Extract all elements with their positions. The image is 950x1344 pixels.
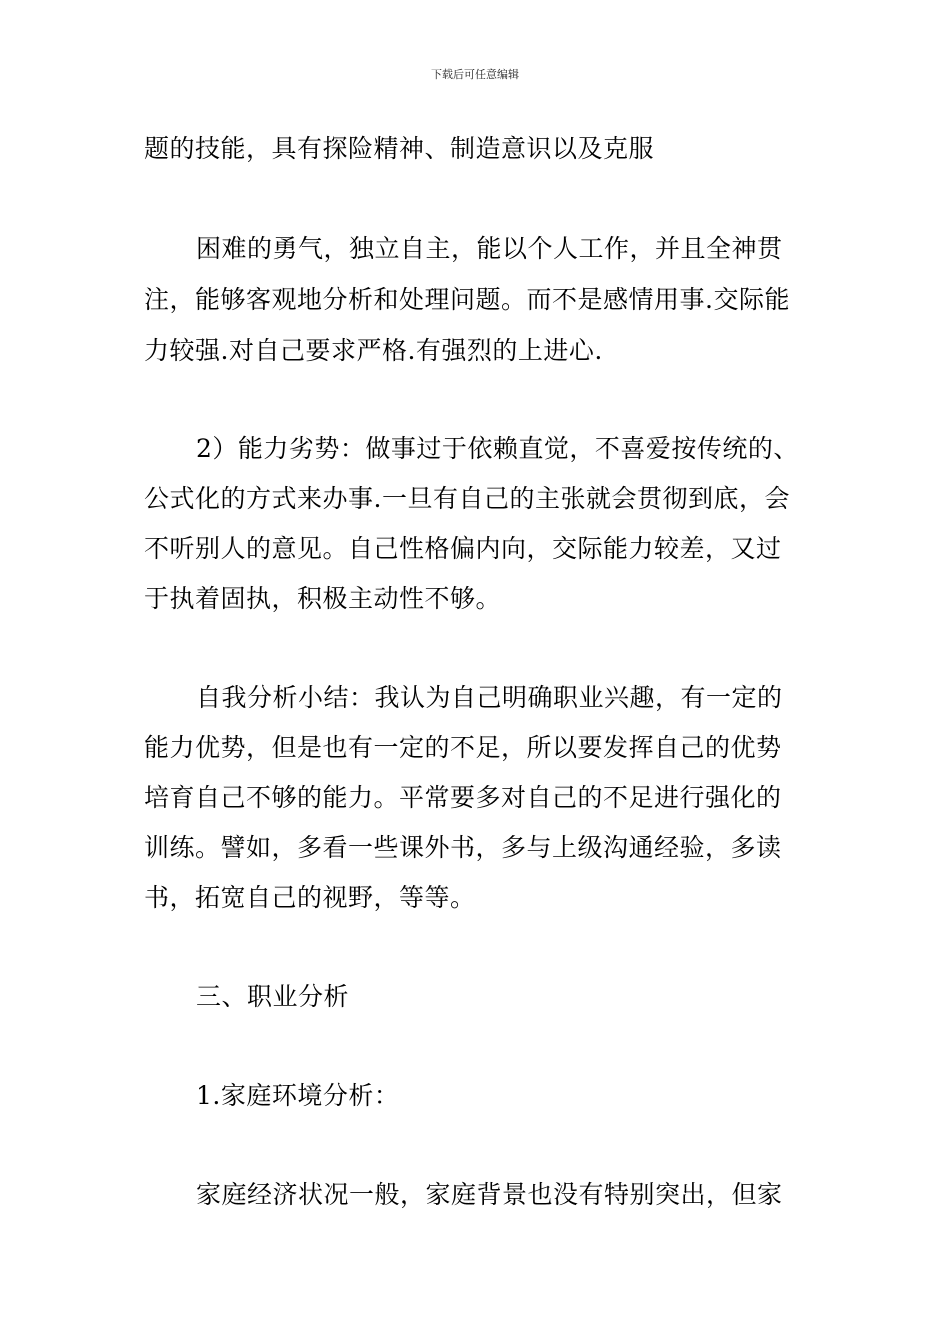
paragraph-line: 2）能力劣势：做事过于依赖直觉，不喜爱按传统的、 bbox=[196, 434, 799, 463]
section-heading: 三、职业分析 bbox=[196, 982, 350, 1011]
paragraph-line: 不听别人的意见。自己性格偏内向，交际能力较差，又过 bbox=[144, 534, 782, 563]
paragraph-line: 注，能够客观地分析和处理问题。而不是感情用事.交际能 bbox=[144, 285, 790, 314]
paragraph-line: 能力优势，但是也有一定的不足，所以要发挥自己的优势 bbox=[144, 733, 782, 762]
paragraph-line: 家庭经济状况一般，家庭背景也没有特别突出，但家 bbox=[196, 1180, 783, 1209]
paragraph-line: 训练。譬如，多看一些课外书，多与上级沟通经验，多读 bbox=[144, 833, 782, 862]
subsection-heading: 1.家庭环境分析： bbox=[196, 1081, 400, 1110]
paragraph-line: 力较强.对自己要求严格.有强烈的上进心. bbox=[144, 336, 603, 365]
paragraph-line: 自我分析小结：我认为自己明确职业兴趣，有一定的 bbox=[196, 683, 783, 712]
paragraph-line: 公式化的方式来办事.一旦有自己的主张就会贯彻到底，会 bbox=[144, 484, 790, 513]
paragraph-line: 困难的勇气，独立自主，能以个人工作，并且全神贯 bbox=[196, 234, 783, 263]
paragraph-line: 题的技能，具有探险精神、制造意识以及克服 bbox=[144, 134, 655, 163]
page-header: 下载后可任意编辑 bbox=[431, 68, 519, 81]
paragraph-line: 书，拓宽自己的视野，等等。 bbox=[144, 883, 476, 912]
paragraph-line: 培育自己不够的能力。平常要多对自己的不足进行强化的 bbox=[144, 783, 782, 812]
paragraph-line: 于执着固执，积极主动性不够。 bbox=[144, 584, 502, 613]
